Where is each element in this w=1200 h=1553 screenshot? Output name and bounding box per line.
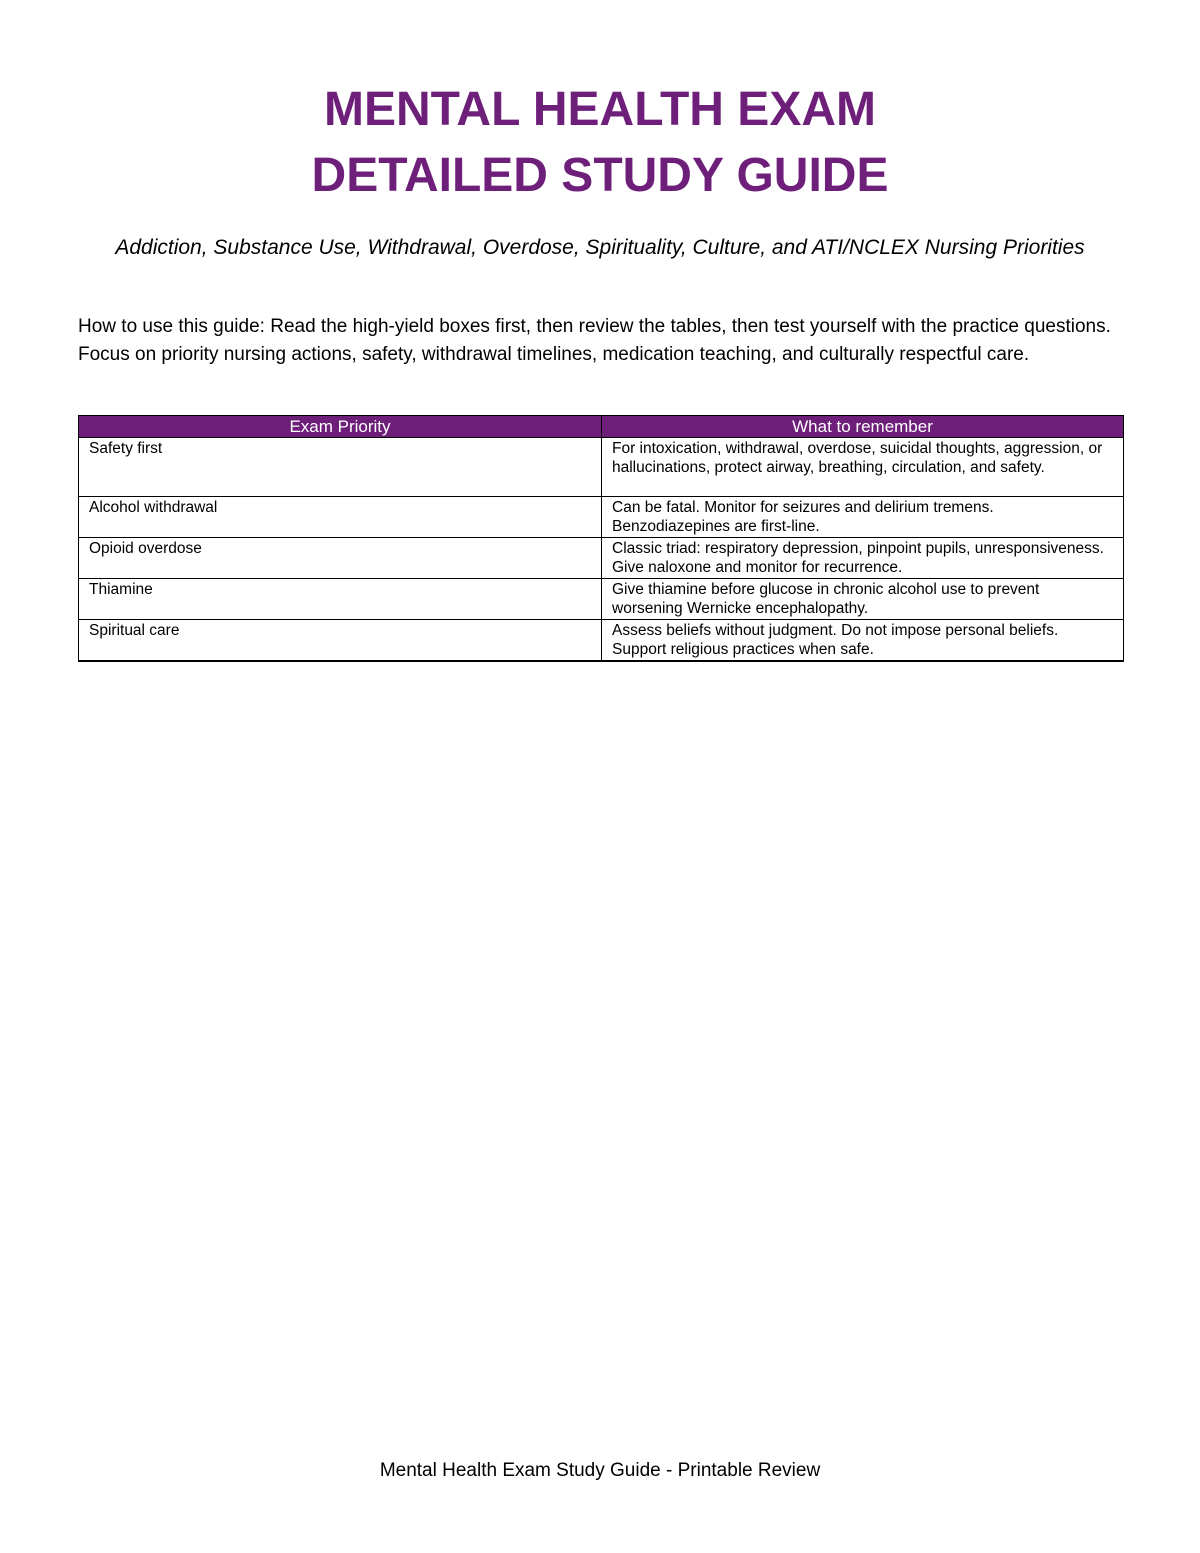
priority-cell: Alcohol withdrawal — [79, 497, 602, 538]
document-title-line1: MENTAL HEALTH EXAM — [324, 83, 876, 136]
column-header-remember: What to remember — [602, 416, 1124, 438]
remember-cell: For intoxication, withdrawal, overdose, suicidal thoughts, aggression, or hallucinations, protect airway, breathing, circulation, and safety. — [602, 438, 1124, 497]
exam-priority-table — [78, 415, 1124, 662]
remember-cell: Give thiamine before glucose in chronic alcohol use to prevent worsening Wernicke encephalopathy. — [602, 579, 1124, 620]
priority-cell: Thiamine — [79, 579, 602, 620]
priority-cell: Opioid overdose — [79, 538, 602, 579]
intro-paragraph: How to use this guide: Read the high-yield boxes first, then review the tables, then test yourself with the practice questions. Focus on priority nursing actions, safety, withdrawal timelines, medication teaching, and culturally respectful care. — [78, 316, 1111, 365]
table-row — [79, 579, 1124, 620]
table-row — [79, 438, 1124, 497]
column-header-priority: Exam Priority — [79, 416, 602, 438]
document-title-line2: DETAILED STUDY GUIDE — [311, 149, 889, 202]
remember-cell: Classic triad: respiratory depression, pinpoint pupils, unresponsiveness. Give naloxone and monitor for recurrence. — [602, 538, 1124, 579]
table-row — [79, 538, 1124, 579]
remember-cell: Assess beliefs without judgment. Do not impose personal beliefs. Support religious practices when safe. — [602, 620, 1124, 662]
priority-cell: Spiritual care — [79, 620, 602, 662]
remember-cell: Can be fatal. Monitor for seizures and delirium tremens. Benzodiazepines are first-line. — [602, 497, 1124, 538]
table-row — [79, 620, 1124, 662]
priority-cell: Safety first — [79, 438, 602, 497]
table-row — [79, 497, 1124, 538]
table-header-row — [79, 416, 1124, 438]
document-subtitle: Addiction, Substance Use, Withdrawal, Overdose, Spirituality, Culture, and ATI/NCLEX Nursing Priorities — [115, 236, 1085, 259]
page-footer: Mental Health Exam Study Guide - Printable Review — [379, 1460, 821, 1481]
